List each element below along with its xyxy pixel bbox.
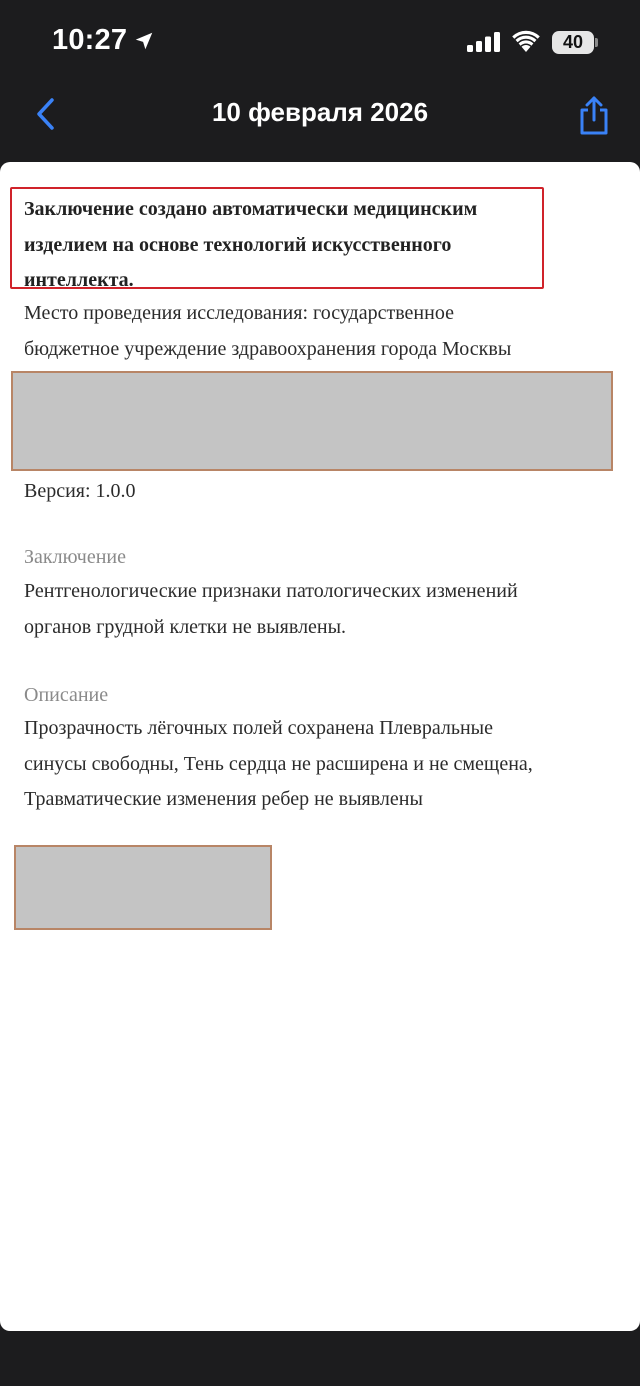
ai-disclaimer: Заключение создано автоматически медицинским изделием на основе технологий искусственного интеллекта. [24, 198, 478, 291]
description-text [24, 711, 614, 818]
battery-level: 40 [552, 31, 594, 54]
description-line-2: синусы свободны, Тень сердца не расширена и не смещена, [24, 752, 533, 775]
share-button[interactable] [570, 92, 618, 140]
nav-bar [0, 80, 640, 162]
conclusion-line-2: органов грудной клетки не выявлены. [24, 615, 347, 638]
version-text: Версия: 1.0.0 [24, 480, 136, 502]
document-card [0, 162, 640, 1331]
study-place-line-1: Место проведения исследования: государственное [24, 302, 454, 324]
conclusion-line-1: Рентгенологические признаки патологических изменений [24, 580, 518, 602]
description-line-3: Травматические изменения ребер не выявлены [24, 788, 423, 810]
status-time: 10:27 [52, 24, 128, 56]
wifi-icon [511, 30, 541, 52]
description-line-1: Прозрачность лёгочных полей сохранена Плевральные [24, 717, 493, 739]
redacted-block [11, 371, 613, 471]
description-label: Описание [24, 684, 109, 706]
cellular-signal-icon [467, 32, 501, 52]
location-arrow-icon [133, 30, 155, 52]
page-title: 10 февраля 2026 [211, 97, 429, 127]
study-place [24, 296, 614, 367]
conclusion-text [24, 574, 614, 645]
conclusion-label: Заключение [24, 546, 126, 568]
redacted-signature [14, 845, 272, 930]
status-bar [0, 0, 640, 80]
battery-tip [595, 38, 598, 47]
battery-icon [552, 31, 600, 54]
study-place-line-2: бюджетное учреждение здравоохранения города Москвы [24, 337, 512, 360]
share-icon [577, 96, 611, 136]
